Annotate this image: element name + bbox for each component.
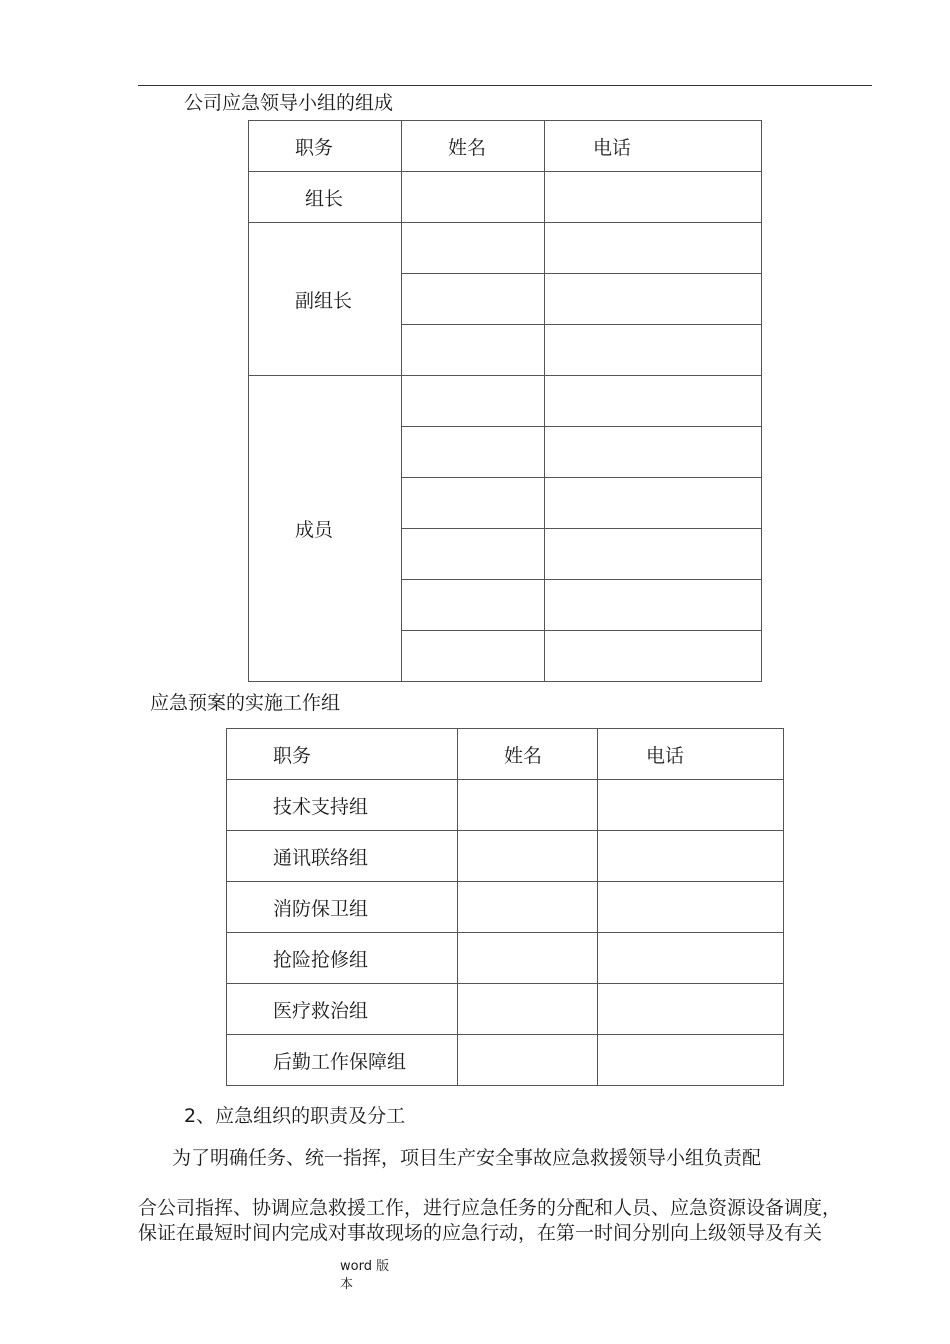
role-deputy: 副组长 — [249, 223, 402, 376]
table-header-row — [227, 729, 784, 780]
name-cell — [458, 780, 598, 831]
leadership-table — [248, 120, 762, 682]
header-phone: 电话 — [598, 729, 784, 780]
paragraph-line: 合公司指挥、协调应急救援工作，进行应急任务的分配和人员、应急资源设备调度， — [138, 1197, 842, 1219]
header-name: 姓名 — [402, 121, 545, 172]
footer-line: word 版 — [340, 1259, 390, 1274]
name-cell — [402, 529, 545, 580]
group-medical: 医疗救治组 — [227, 984, 458, 1035]
name-cell — [402, 172, 545, 223]
work-group-table — [226, 728, 784, 1086]
phone-cell — [598, 1035, 784, 1086]
table-row — [227, 933, 784, 984]
group-communication: 通讯联络组 — [227, 831, 458, 882]
name-cell — [458, 984, 598, 1035]
table-row — [249, 172, 762, 223]
name-cell — [458, 933, 598, 984]
name-cell — [458, 1035, 598, 1086]
group-logistics: 后勤工作保障组 — [227, 1035, 458, 1086]
paragraph-line: 保证在最短时间内完成对事故现场的应急行动，在第一时间分别向上级领导及有关 — [138, 1222, 823, 1244]
table-row — [227, 831, 784, 882]
phone-cell — [598, 882, 784, 933]
page-footer — [340, 1258, 389, 1294]
phone-cell — [545, 172, 762, 223]
table-row — [227, 780, 784, 831]
header-rule — [138, 85, 872, 86]
name-cell — [402, 427, 545, 478]
phone-cell — [545, 274, 762, 325]
phone-cell — [545, 529, 762, 580]
phone-cell — [545, 478, 762, 529]
phone-cell — [598, 984, 784, 1035]
table-row — [227, 984, 784, 1035]
paragraph-line: 为了明确任务、统一指挥，项目生产安全事故应急救援领导小组负责配 — [172, 1147, 762, 1169]
table-row — [249, 223, 762, 274]
header-position: 职务 — [249, 121, 402, 172]
section3-heading: 2、应急组织的职责及分工 — [184, 1105, 406, 1127]
table-header-row — [249, 121, 762, 172]
table-row — [227, 882, 784, 933]
header-name: 姓名 — [458, 729, 598, 780]
phone-cell — [545, 325, 762, 376]
table-row — [227, 1035, 784, 1086]
name-cell — [402, 274, 545, 325]
name-cell — [402, 631, 545, 682]
phone-cell — [545, 223, 762, 274]
phone-cell — [545, 631, 762, 682]
name-cell — [458, 831, 598, 882]
name-cell — [402, 325, 545, 376]
role-leader: 组长 — [249, 172, 402, 223]
section2-title: 应急预案的实施工作组 — [150, 692, 341, 714]
phone-cell — [545, 427, 762, 478]
group-fire-security: 消防保卫组 — [227, 882, 458, 933]
phone-cell — [545, 580, 762, 631]
section1-title: 公司应急领导小组的组成 — [184, 92, 394, 114]
phone-cell — [598, 780, 784, 831]
name-cell — [458, 882, 598, 933]
phone-cell — [545, 376, 762, 427]
phone-cell — [598, 831, 784, 882]
group-rescue-repair: 抢险抢修组 — [227, 933, 458, 984]
name-cell — [402, 580, 545, 631]
name-cell — [402, 376, 545, 427]
role-member: 成员 — [249, 376, 402, 682]
header-phone: 电话 — [545, 121, 762, 172]
phone-cell — [598, 933, 784, 984]
name-cell — [402, 223, 545, 274]
name-cell — [402, 478, 545, 529]
footer-line: 本 — [340, 1277, 354, 1292]
group-technical-support: 技术支持组 — [227, 780, 458, 831]
header-position: 职务 — [227, 729, 458, 780]
table-row — [249, 376, 762, 427]
